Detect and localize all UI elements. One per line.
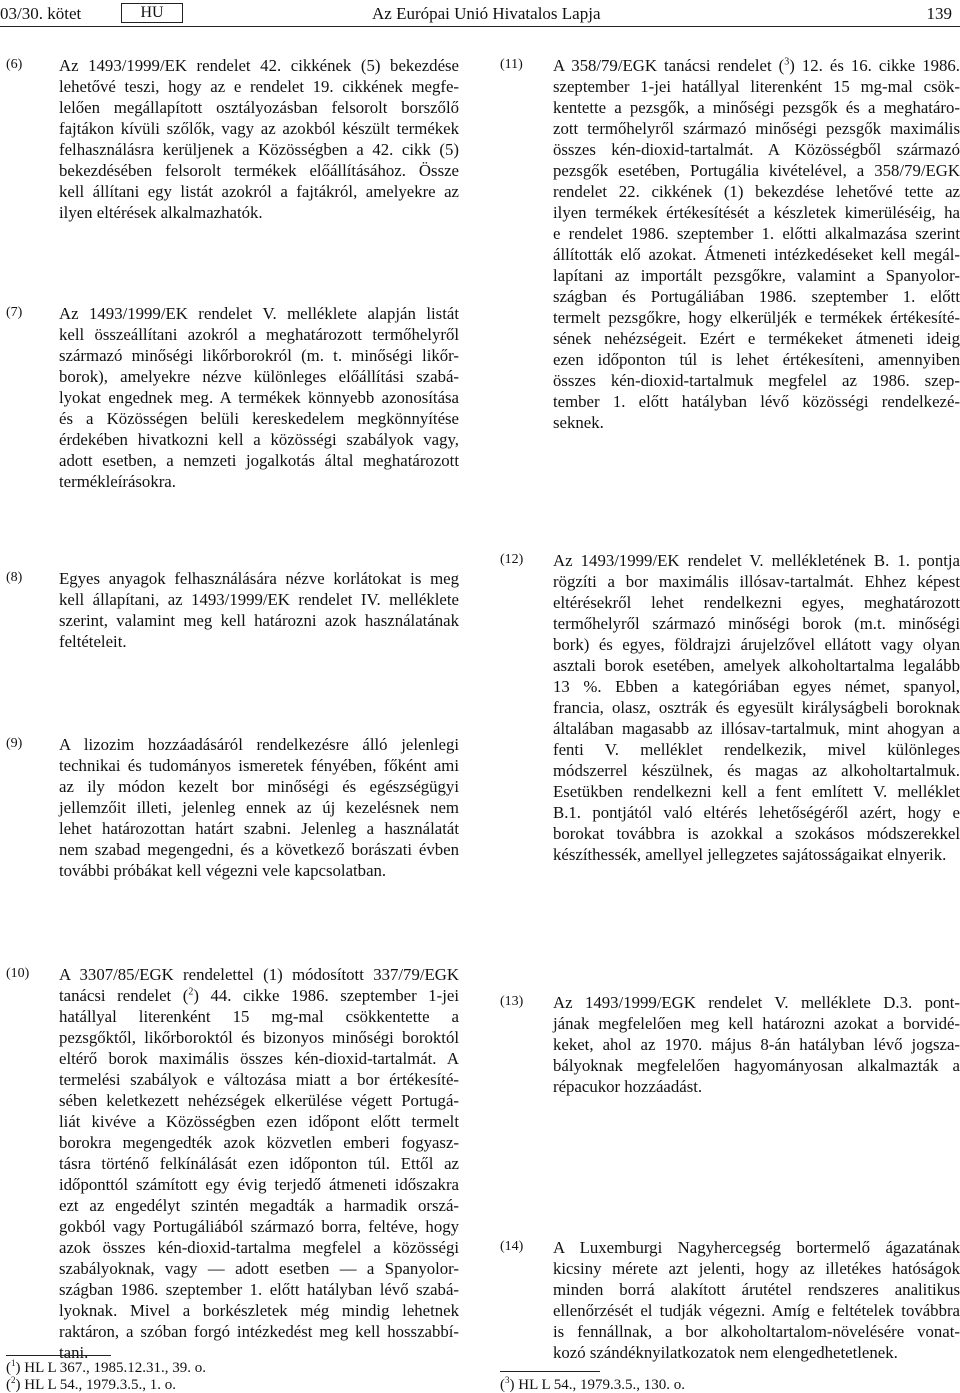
footnote-2: ($^2$) HL L 54., 1979.3.5., 1. o. (6, 1375, 177, 1393)
text-line: tanácsi rendelet ($^2$) 44. cikke 1986. szeptember 1-jei (59, 986, 460, 1005)
text-line: további próbákat kell végezni vele kapcsolatban. (59, 861, 387, 880)
text-line: időponttól számított egy évig terjedő átmeneti időszakra (59, 1175, 459, 1194)
text-line: kell állapítani, az 1493/1999/EK rendelet IV. melléklete (59, 590, 459, 609)
text-line: lehetővé teszi, hogy az e rendelet 19. cikkének megfe- (59, 77, 459, 96)
text-line: tember 1. előtt hatályban lévő közösségi rendelkezé- (553, 392, 960, 411)
text-line: Az 1493/1999/EK rendelet 42. cikkének (5) bekezdése (59, 56, 459, 75)
text-line: fenti V. melléklet rendelkezik, mivel különleges (553, 740, 960, 759)
text-line: termőhelyről származó minőségi borok (m.t. minőségi (553, 614, 960, 633)
text-line: termelési szabályok e változása miatt a bor értékesíté- (59, 1070, 459, 1089)
recital-number: (8) (6, 570, 23, 585)
footnote-separator-left (6, 1355, 111, 1356)
text-line: összes kén-dioxid-tartalmát. A Közösségből származó (553, 140, 960, 159)
text-line: az ily módon kezelt bor minőségi és egészségügyi (59, 777, 459, 796)
text-line: hatállyal literenként 15 mg-mal csökkentette a (59, 1007, 459, 1026)
text-line: általában magasabb az illósav-tartalmuk, mint ahogyan a (553, 719, 960, 738)
recital-text (59, 303, 459, 492)
text-line: jellemzőit illeti, jelenleg ennek az új kezelésnek nem (59, 798, 459, 817)
text-line: ezt az engedélyt szintén megadták a harmadik orszá- (59, 1196, 459, 1215)
text-line: módszerrel készülnek, és magas az alkoholtartalmuk. (553, 761, 960, 780)
text-line: ellenőrzését el tudják végezni. Amíg e feltételek továbbra (553, 1301, 960, 1320)
text-line: szerint, valamint meg kell határozni azok használatának (59, 611, 459, 630)
text-line: asztali borok esetében, amelyek alkoholtartalma legalább (553, 656, 960, 675)
text-line: bályoknak megfelelően hagyományosan alkalmazták a (553, 1056, 960, 1075)
text-line: termelt pezsgőkre, hogy elkerüljék e termékek értékesíté- (553, 308, 960, 327)
text-line: B.1. pontjától való eltérés lehetőségéről azért, hogy e (553, 803, 960, 822)
text-line: rögzíti a bor maximális illósav-tartalmát. Ehhez képest (553, 572, 960, 591)
text-line: répacukor hozzáadást. (553, 1077, 703, 1096)
text-line: jának megfelelően meg kell határozni azokat a borvidé- (553, 1014, 960, 1033)
recital-text (59, 55, 459, 223)
text-line: seknek. (553, 413, 604, 432)
recital-number: (12) (500, 552, 524, 567)
text-line: e rendelet 1986. szeptember 1. előtti alkalmazása szerint (553, 224, 960, 243)
recital-text (553, 550, 960, 865)
text-line: kicsiny mérete azt jelenti, hogy az illetékes hatóságok (553, 1259, 960, 1278)
text-line: nem szabad megengedni, és a következő borászati évben (59, 840, 459, 859)
recital-text (59, 734, 459, 881)
text-line: A 3307/85/EGK rendelettel (1) módosított 337/79/EGK (59, 965, 459, 984)
text-line: ezen időponton túl is lehet értékesíteni, amennyiben (553, 350, 960, 369)
recital-number: (11) (500, 57, 523, 72)
text-line: bekezdésében felsorolt termékek előállításához. Össze (59, 161, 459, 180)
text-line: Az 1493/1999/EK rendelet V. melléklete alapján listát (59, 304, 459, 323)
text-line: ilyen termékek értékesítését a készletek kimerüléséig, ha (553, 203, 960, 222)
text-line: sében keletkezett nehézségek elkerülése végett Portugá- (59, 1091, 459, 1110)
text-line: 13 %. Ebben a kategóriában egyes német, spanyol, (553, 677, 960, 696)
language-code-box: HU (121, 3, 183, 23)
text-line: adott esetben, a nemzeti jogalkotás által meghatározott (59, 451, 459, 470)
text-line: francia, olasz, osztrák és egyesült királyságbeli boroknak (553, 698, 960, 717)
text-line: lehet határozottan határt szabni. Jelenleg a használatát (59, 819, 459, 838)
text-line: szeptember 1-jei hatállyal literenként 15 mg-mal csök- (553, 77, 960, 96)
journal-title: Az Európai Unió Hivatalos Lapja (372, 4, 601, 23)
text-line: Az 1493/1999/EK rendelet V. mellékletének B. 1. pontja (553, 551, 960, 570)
text-line: sének nehézségeit. Ezért e termékeket átmeneti ideig (553, 329, 960, 348)
text-line: A lizozim hozzáadásáról rendelkezésre álló jelenlegi (59, 735, 459, 754)
text-line: azok összes kén-dioxid-tartalma megfelel a közösségi (59, 1238, 459, 1257)
text-line: fajtákon kívüli szőlők, vagy az azokból készült termékek (59, 119, 459, 138)
recital-number: (7) (6, 305, 23, 320)
text-line: Esetükben rendelkezni kell a fent említett V. melléklet (553, 782, 960, 801)
text-line: lyokat engednek meg. A termékek könnyebb azonosítása (59, 388, 459, 407)
text-line: érdekében hivatkozni kell a közösségi szabályok vagy, (59, 430, 459, 449)
text-line: borokat továbbra is azokkal a szokásos módszerekkel (553, 824, 960, 843)
text-line: tani. (59, 1343, 89, 1362)
text-line: kell összeállítani azokról a meghatározott termőhelyről (59, 325, 459, 344)
text-line: összes kén-dioxid-tartalmuk megfelel az 1986. szep- (553, 371, 960, 390)
text-line: Egyes anyagok felhasználására nézve korlátokat is meg (59, 569, 459, 588)
recital-number: (14) (500, 1239, 524, 1254)
text-line: feltételeit. (59, 632, 127, 651)
page-number: 139 (926, 4, 952, 23)
recital-text (553, 1237, 960, 1363)
text-line: A Luxemburgi Nagyhercegség bortermelő ágazatának (553, 1238, 960, 1257)
text-line: szabályoknak, vagy — adott esetben — a Spanyolor- (59, 1259, 459, 1278)
text-line: tásra történő felkínálását ezen időponton túl. Ettől az (59, 1154, 459, 1173)
text-line: raktáron, a szóban forgó intézkedést meg kell hosszabbí- (59, 1322, 459, 1341)
text-line: pezsgők esetében, Portugália kivételével, a 358/79/EGK (553, 161, 960, 180)
page-header (0, 2, 960, 27)
recital-number: (9) (6, 736, 23, 751)
volume-number: 03/30. kötet (0, 4, 82, 23)
text-line: eltérésekről lehet rendelkezni egyes, meghatározott (553, 593, 960, 612)
text-line: lapítani az importált pezsgőkre, valamint a Spanyolor- (553, 266, 960, 285)
text-line: lyoknak. Mivel a borkészletek még mindig lehetnek (59, 1301, 459, 1320)
text-line: gokból vagy Portugáliából származó borra, feltéve, hogy (59, 1217, 459, 1236)
recital-number: (10) (6, 966, 30, 981)
recital-text (553, 55, 960, 433)
text-line: kozó szándéknyilatkozatok nem elengedhetetlenek. (553, 1343, 898, 1362)
text-line: A 358/79/EGK tanácsi rendelet ($^3$) 12. és 16. cikke 1986. (553, 56, 960, 75)
text-line: kell állítani egy listát azokról a fajtákról, amelyekre az (59, 182, 459, 201)
text-line: és a Közösségen belüli kereskedelem megkönnyítése (59, 409, 459, 428)
text-line: állították elő azokat. Átmeneti intézkedéseket kell megál- (553, 245, 960, 264)
recital-text (553, 992, 960, 1097)
text-line: zott termőhelyről származó minőségi pezsgők maximális (553, 119, 960, 138)
text-line: felhasználásra kerüljenek a Közösségben a 42. cikk (5) (59, 140, 459, 159)
text-line: borokra megengedték azok közvetlen emberi fogyasz- (59, 1133, 459, 1152)
text-line: technikai és tudományos ismeretek fényében, főként ami (59, 756, 459, 775)
text-line: szágban 1986. szeptember 1. előtt hatályban lévő szabá- (59, 1280, 459, 1299)
text-line: ilyen eltérések alkalmazhatók. (59, 203, 263, 222)
text-line: szágban és Portugáliában 1986. szeptember 1. előtt (553, 287, 960, 306)
text-line: termékleírásokra. (59, 472, 176, 491)
text-line: bork) és egyes, földrajzi árujelzővel ellátott vagy olyan (553, 635, 960, 654)
recital-text (59, 568, 459, 652)
text-line: is fennállnak, a bor alkoholtartalom-növelésére vonat- (553, 1322, 960, 1341)
recital-number: (13) (500, 994, 524, 1009)
text-line: származó minőségi likőrborokról (m. t. minőségi likőr- (59, 346, 459, 365)
text-line: készíthessék, amellyel jellegzetes sajátosságaikat elnyerik. (553, 845, 947, 864)
text-line: keket, ahol az 1970. május 8-án hatályban lévő jogsza- (553, 1035, 960, 1054)
text-line: Az 1493/1999/EGK rendelet V. melléklete D.3. pont- (553, 993, 960, 1012)
text-line: kentette a pezsgők, a minőségi pezsgők és a meghatáro- (553, 98, 960, 117)
footnote-3: ($^3$) HL L 54., 1979.3.5., 130. o. (500, 1375, 686, 1393)
recital-number: (6) (6, 57, 23, 72)
text-line: pezsgőktől, likőrboroktól és bizonyos minőségi boroktól (59, 1028, 459, 1047)
text-line: borok), amelyekre nézve különleges előállítási szabá- (59, 367, 459, 386)
text-line: liát kivéve a Közösségben ezen időpont előtt termelt (59, 1112, 459, 1131)
text-line: eltérő borok maximális összes kén-dioxid-tartalmát. A (59, 1049, 459, 1068)
footnote-1: ($^1$) HL L 367., 1985.12.31., 39. o. (6, 1358, 207, 1376)
text-line: minden borrá alakított árutétel rendszeres analitikus (553, 1280, 960, 1299)
text-line: rendelet 22. cikkének (1) bekezdése lehetővé tette az (553, 182, 960, 201)
text-line: lelően megállapított osztályozásban felsorolt borszőlő (59, 98, 459, 117)
recital-text (59, 964, 459, 1363)
footnote-separator-right (500, 1371, 600, 1372)
